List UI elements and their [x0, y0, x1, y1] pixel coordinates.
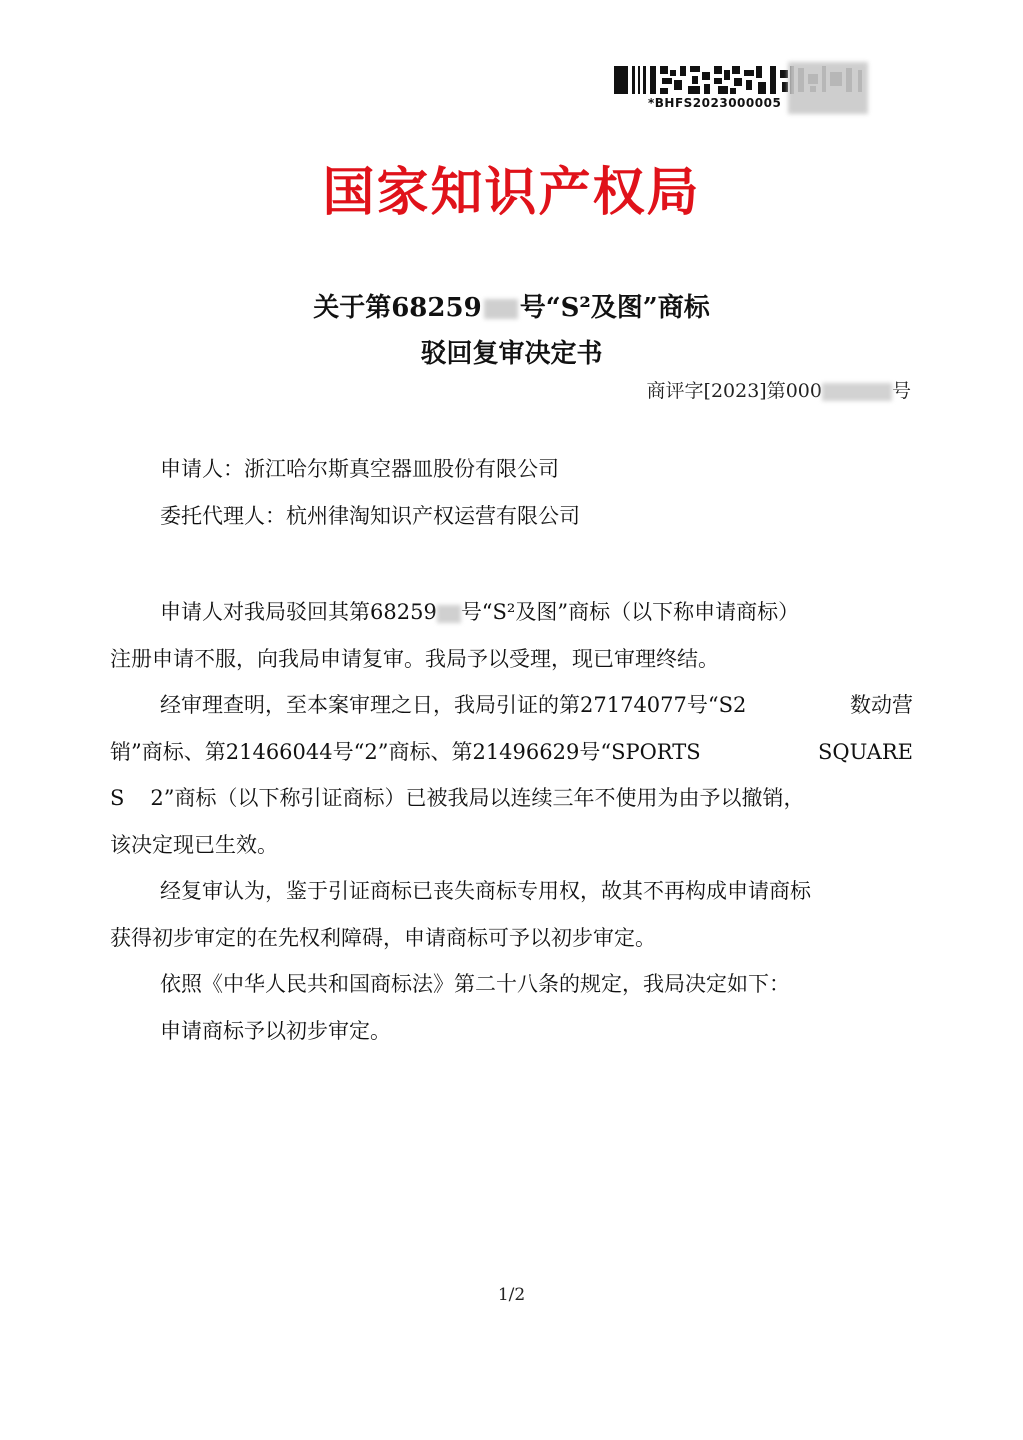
title-line1-suffix: 号“S²及图”商标	[519, 293, 710, 323]
paragraph-2-line-4: 该决定现已生效。	[110, 832, 278, 857]
paragraph-2-line-2	[110, 729, 913, 776]
paragraph-5: 申请商标予以初步审定。	[160, 1018, 391, 1043]
document-number-redaction	[822, 383, 892, 401]
document-title-line2: 驳回复审决定书	[420, 339, 603, 369]
p2-l1-b: 数动营	[850, 693, 913, 717]
p1-redaction	[437, 605, 461, 623]
barcode-redaction	[788, 62, 868, 114]
title-line1-prefix: 关于第68259	[313, 293, 482, 323]
paragraph-1-line-2: 注册申请不服，向我局申请复审。我局予以受理，现已审理终结。	[110, 646, 719, 671]
document-title-line1	[0, 287, 1023, 324]
paragraph-3-line-1: 经复审认为，鉴于引证商标已丧失商标专用权，故其不再构成申请商标	[160, 879, 811, 903]
barcode-text: *BHFS2023000005	[648, 96, 782, 110]
p1-l1-post: 号“S²及图”商标（以下称申请商标）	[460, 600, 800, 624]
agent-line: 委托代理人：杭州律淘知识产权运营有限公司	[160, 504, 580, 528]
p1-l1-pre: 申请人对我局驳回其第68259	[160, 600, 437, 624]
paragraph-4: 依照《中华人民共和国商标法》第二十八条的规定，我局决定如下：	[160, 972, 790, 996]
document-number	[647, 376, 911, 403]
p2-l3-b: 2”商标（以下称引证商标）已被我局以连续三年不使用为由予以撤销，	[150, 786, 805, 810]
p2-l2-a: 销”商标、第21466044号“2”商标、第21496629号“SPORTS	[110, 739, 701, 764]
agency-name: 国家知识产权局	[322, 163, 701, 223]
paragraph-3-line-2: 获得初步审定的在先权利障碍，申请商标可予以初步审定。	[110, 925, 656, 950]
title-redaction	[484, 299, 518, 319]
p2-l2-b: SQUARE	[818, 739, 913, 764]
p2-l3-a: S	[110, 786, 125, 810]
paragraph-2-line-1	[110, 682, 913, 729]
paragraph-2-line-3	[110, 775, 913, 822]
page-number: 1/2	[497, 1285, 526, 1305]
document-number-prefix: 商评字[2023]第000	[646, 380, 822, 402]
p2-l1-a: 经审理查明，至本案审理之日，我局引证的第27174077号“S2	[160, 693, 747, 717]
paragraph-1-line-1	[110, 589, 913, 636]
document-number-suffix: 号	[891, 380, 911, 402]
decision-body	[110, 589, 913, 1054]
applicant-line: 申请人：浙江哈尔斯真空器皿股份有限公司	[160, 457, 559, 481]
